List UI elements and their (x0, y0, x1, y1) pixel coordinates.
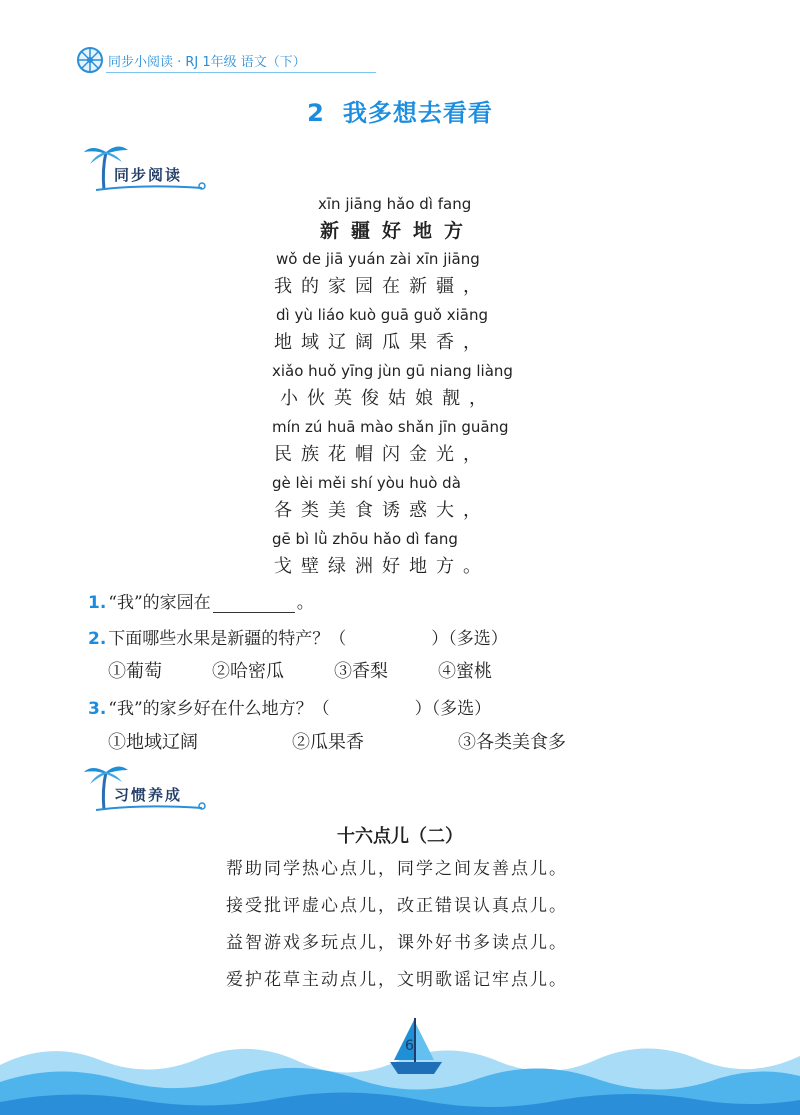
poem-line-pinyin: dì yù liáo kuò guā guǒ xiāng (276, 306, 488, 324)
poem-line-pinyin: gē bì lǜ zhōu hǎo dì fang (272, 530, 458, 548)
question-text: “我”的家乡好在什么地方？（ ）（多选） (108, 699, 492, 719)
question-text: “我”的家园在 (108, 593, 211, 613)
question-1 (88, 588, 314, 613)
option[interactable]: ②瓜果香 (292, 732, 364, 753)
answer-blank[interactable] (213, 596, 295, 613)
poem-title-pinyin: xīn jiāng hǎo dì fang (318, 195, 472, 213)
rhyme-title: 十六点儿（二） (337, 826, 463, 847)
poem-line: 地域辽阔瓜果香， (274, 332, 490, 353)
section-tag-habit (82, 760, 222, 816)
section-tag-reading (82, 140, 222, 196)
poem-line-pinyin: xiǎo huǒ yīng jùn gū niang liàng (272, 362, 513, 380)
poem-line-pinyin: wǒ de jiā yuán zài xīn jiāng (276, 250, 480, 268)
question-2 (88, 624, 508, 649)
option[interactable]: ①葡萄 (108, 661, 162, 682)
header-rule (106, 72, 376, 73)
poem-line: 小伙英俊姑娘靓， (280, 388, 496, 409)
poem-line: 民族花帽闪金光， (274, 444, 490, 465)
poem-line-pinyin: gè lèi měi shí yòu huò dà (272, 474, 461, 492)
rhyme-line: 帮助同学热心点儿，同学之间友善点儿。 (226, 859, 568, 879)
rhyme-line: 益智游戏多玩点儿，课外好书多读点儿。 (226, 933, 568, 953)
option[interactable]: ④蜜桃 (438, 661, 492, 682)
poem-title: 新疆好地方 (320, 220, 476, 242)
option[interactable]: ③香梨 (334, 661, 388, 682)
option[interactable]: ③各类美食多 (458, 732, 566, 753)
rhyme-line: 爱护花草主动点儿，文明歌谣记牢点儿。 (226, 970, 568, 990)
section-label-reading: 同步阅读 (114, 166, 183, 184)
poem-line-pinyin: mín zú huā mào shǎn jīn guāng (272, 418, 509, 436)
option[interactable]: ②哈密瓜 (212, 661, 284, 682)
rhyme-line: 接受批评虚心点儿，改正错误认真点儿。 (226, 896, 568, 916)
wheel-logo-icon (76, 46, 104, 74)
question-text: 下面哪些水果是新疆的特产？（ ）（多选） (108, 629, 508, 649)
question-number: 1. (88, 593, 107, 613)
poem-line: 戈壁绿洲好地方。 (274, 556, 490, 577)
poem-line: 我的家园在新疆， (274, 276, 490, 297)
sailboat-icon (386, 1016, 446, 1078)
section-label-habit: 习惯养成 (114, 786, 183, 804)
lesson-number: 2 (307, 99, 325, 127)
question-number: 3. (88, 699, 107, 719)
lesson-title-text: 我多想去看看 (342, 99, 493, 127)
lesson-title (0, 93, 800, 128)
question-number: 2. (88, 629, 107, 649)
page-number: 6 (405, 1038, 414, 1054)
question-text-end: 。 (296, 593, 314, 613)
question-3 (88, 694, 491, 719)
poem-line: 各类美食诱惑大， (274, 500, 490, 521)
option[interactable]: ①地域辽阔 (108, 732, 198, 753)
header-text: 同步小阅读 · RJ 1年级 语文（下） (108, 55, 306, 70)
running-header (76, 44, 306, 76)
